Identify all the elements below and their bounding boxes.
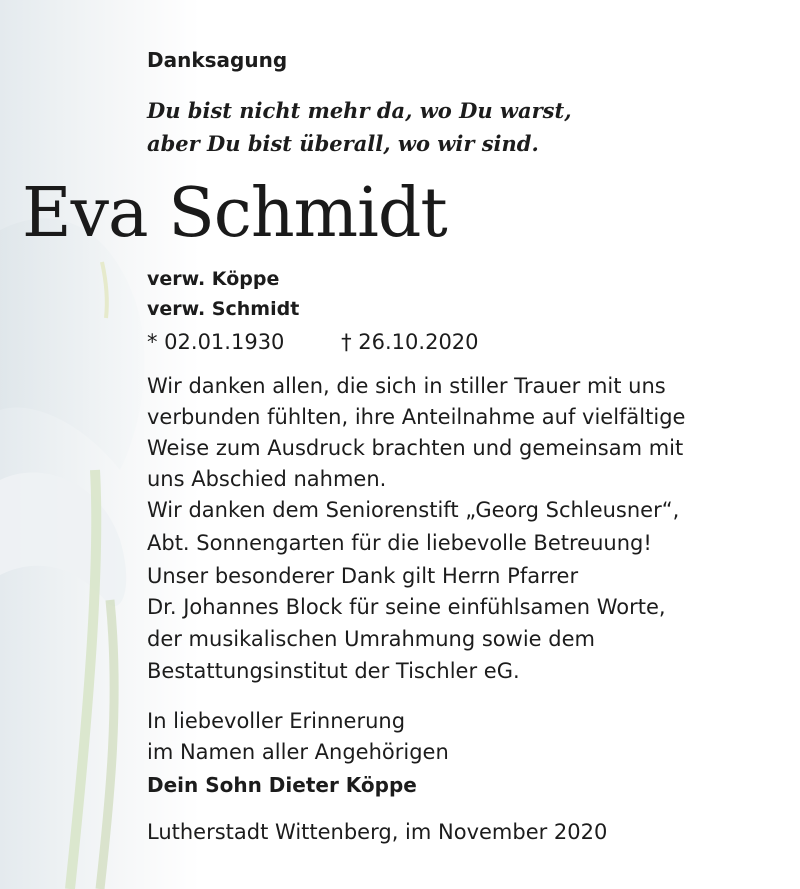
body-line: verbunden fühlten, ihre Anteilnahme auf vielfältige [147,405,686,429]
closing-line: im Namen aller Angehörigen [147,740,449,764]
body-line: Bestattungsinstitut der Tischler eG. [147,659,520,683]
body-line: Dr. Johannes Block für seine einfühlsamen Worte, [147,595,666,619]
place-date: Lutherstadt Wittenberg, im November 2020 [147,820,608,844]
body-line: Unser besonderer Dank gilt Herrn Pfarrer [147,564,579,588]
body-line: Wir danken dem Seniorenstift „Georg Schleusner“, [147,498,680,522]
quote-line: aber Du bist überall, wo wir sind. [147,131,539,156]
deceased-name: Eva Schmidt [22,174,447,253]
body-line: Abt. Sonnengarten für die liebevolle Betreuung! [147,531,652,555]
closing-line: In liebevoller Erinnerung [147,709,406,733]
body-line: der musikalischen Umrahmung sowie dem [147,627,595,651]
life-dates [147,330,479,354]
body-line: uns Abschied nahmen. [147,467,387,491]
heading: Danksagung [147,48,288,72]
birth-date: * 02.01.1930 [147,330,285,354]
former-name: verw. Schmidt [147,298,300,320]
former-name: verw. Köppe [147,268,280,290]
death-date: † 26.10.2020 [341,330,479,354]
quote-line: Du bist nicht mehr da, wo Du warst, [147,98,572,123]
body-line: Weise zum Ausdruck brachten und gemeinsam mit [147,436,684,460]
signature: Dein Sohn Dieter Köppe [147,773,417,797]
body-line: Wir danken allen, die sich in stiller Trauer mit uns [147,374,666,398]
